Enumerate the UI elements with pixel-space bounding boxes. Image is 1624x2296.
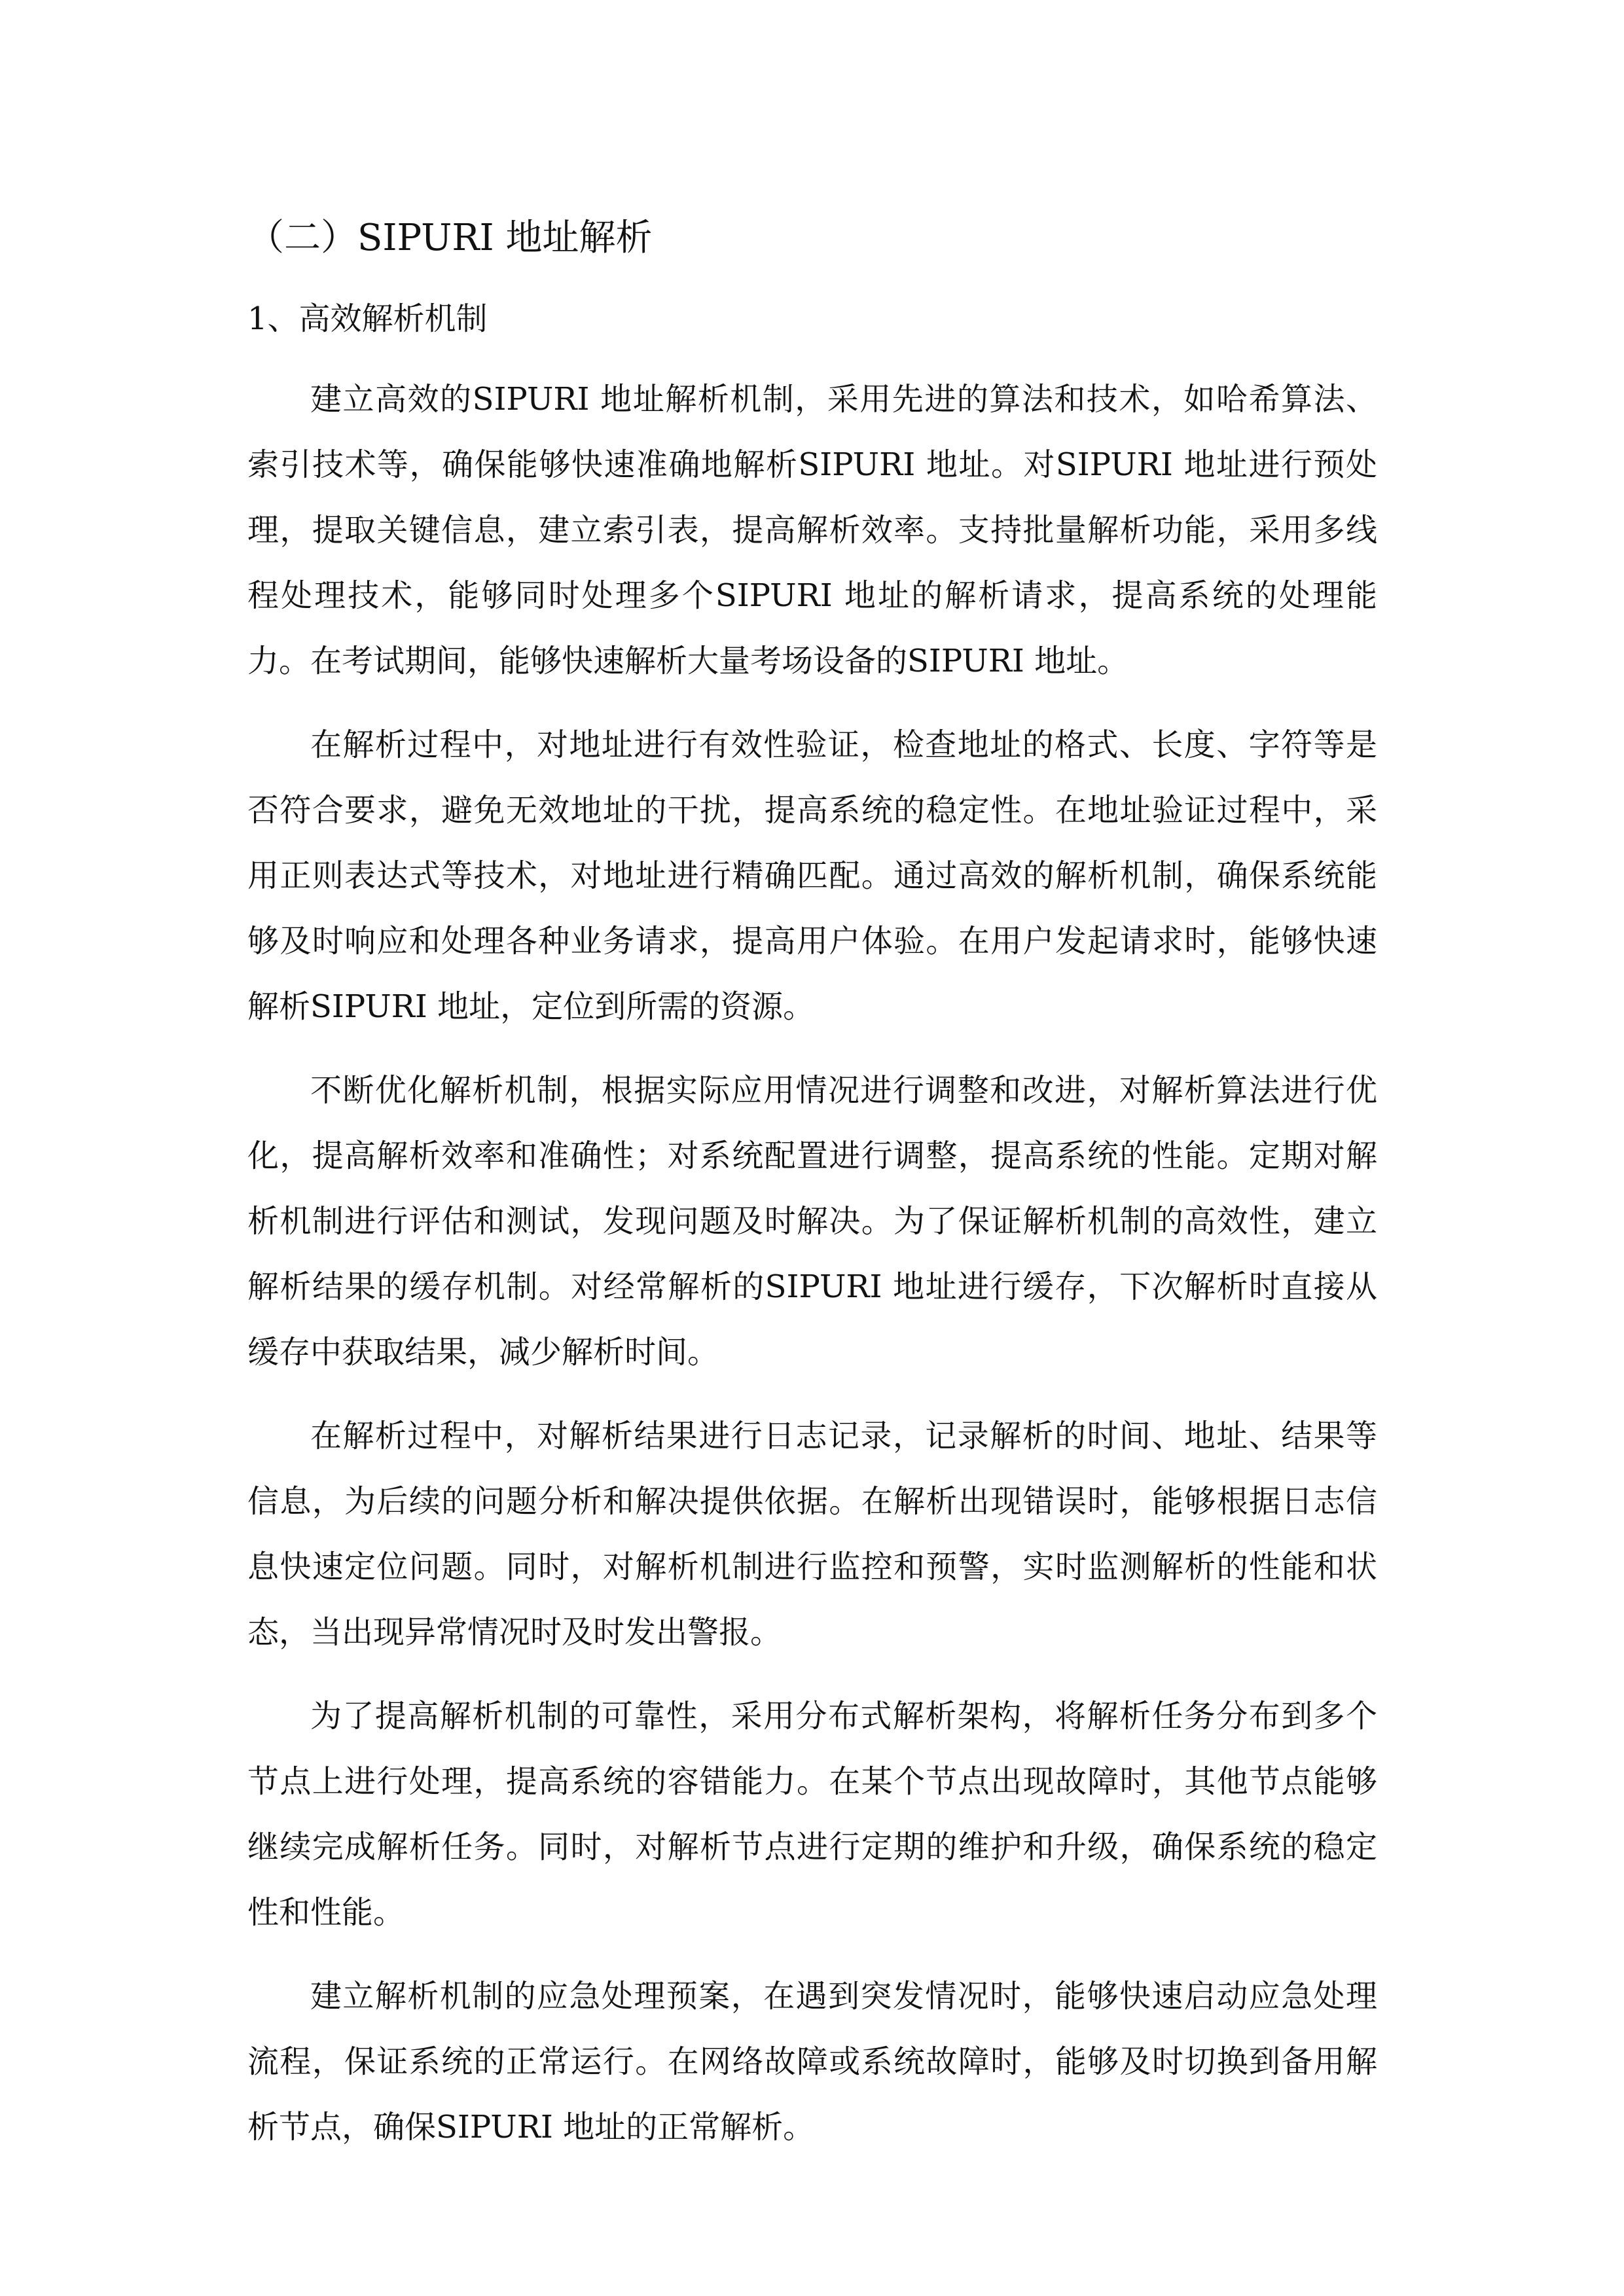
paragraph-3: 不断优化解析机制，根据实际应用情况进行调整和改进，对解析算法进行优化，提高解析效率和准确性；对系统配置进行调整，提高系统的性能。定期对解析机制进行评估和测试，发现问题及时解决。为了保证解析机制的高效性，建立解析结果的缓存机制。对经常解析的SIPURI 地址进行缓存，下次解析时直接从缓存中获取结果，减少解析时间。 bbox=[247, 1072, 1377, 1371]
paragraph-2: 在解析过程中，对地址进行有效性验证，检查地址的格式、长度、字符等是否符合要求，避免无效地址的干扰，提高系统的稳定性。在地址验证过程中，采用正则表达式等技术，对地址进行精确匹配。通过高效的解析机制，确保系统能够及时响应和处理各种业务请求，提高用户体验。在用户发起请求时，能够快速解析SIPURI 地址，定位到所需的资源。 bbox=[247, 726, 1377, 1025]
paragraph-1: 建立高效的SIPURI 地址解析机制，采用先进的算法和技术，如哈希算法、索引技术等，确保能够快速准确地解析SIPURI 地址。对SIPURI 地址进行预处理，提取关键信息，建立索引表，提高解析效率。支持批量解析功能，采用多线程处理技术，能够同时处理多个SIPURI 地址的解析请求，提高系统的处理能力。在考试期间，能够快速解析大量考场设备的SIPURI 地址。 bbox=[247, 381, 1377, 679]
subsection-heading: 1、高效解析机制 bbox=[247, 300, 488, 337]
section-heading: （二）SIPURI 地址解析 bbox=[247, 217, 653, 259]
document-body bbox=[247, 367, 1377, 2178]
paragraph-5: 为了提高解析机制的可靠性，采用分布式解析架构，将解析任务分布到多个节点上进行处理，提高系统的容错能力。在某个节点出现故障时，其他节点能够继续完成解析任务。同时，对解析节点进行定期的维护和升级，确保系统的稳定性和性能。 bbox=[247, 1698, 1377, 1931]
paragraph-4: 在解析过程中，对解析结果进行日志记录，记录解析的时间、地址、结果等信息，为后续的问题分析和解决提供依据。在解析出现错误时，能够根据日志信息快速定位问题。同时，对解析机制进行监控和预警，实时监测解析的性能和状态，当出现异常情况时及时发出警报。 bbox=[247, 1418, 1377, 1651]
paragraph-6: 建立解析机制的应急处理预案，在遇到突发情况时，能够快速启动应急处理流程，保证系统的正常运行。在网络故障或系统故障时，能够及时切换到备用解析节点，确保SIPURI 地址的正常解析。 bbox=[247, 1978, 1377, 2145]
